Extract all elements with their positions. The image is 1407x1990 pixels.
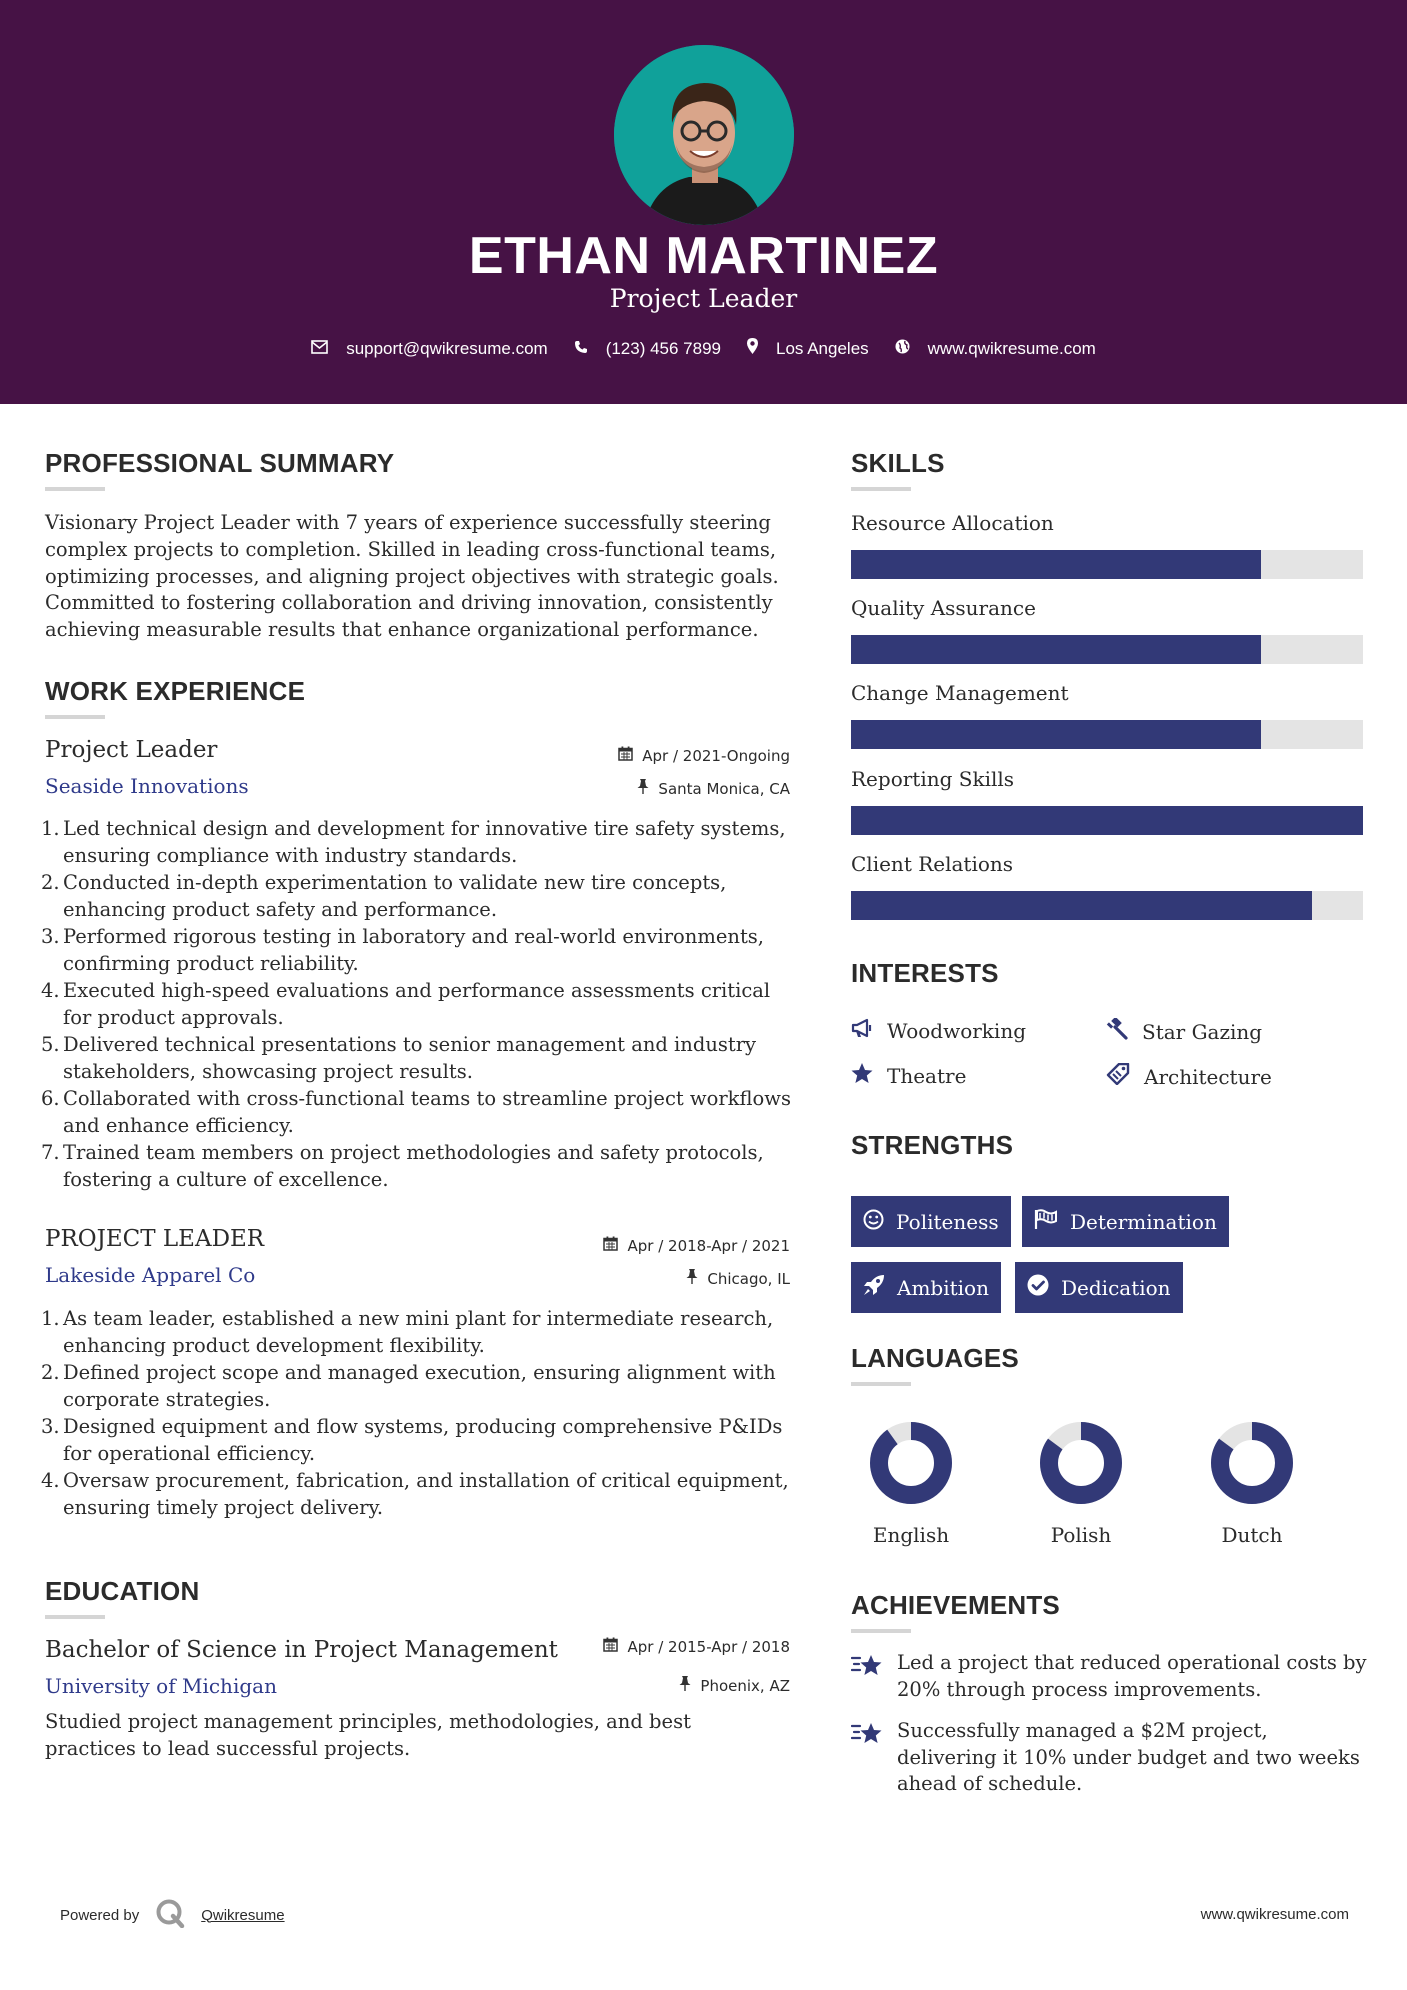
strength-badge: Determination [1022,1196,1229,1247]
candidate-name: ETHAN MARTINEZ [468,227,939,285]
globe-icon [895,339,928,359]
skill-name: Reporting Skills [851,767,1015,791]
phone-text: (123) 456 7899 [605,338,722,358]
website-text: www.qwikresume.com [927,338,1096,358]
skills-heading: SKILLS [851,448,945,478]
skill-name: Resource Allocation [851,511,1054,535]
interest-item: Star Gazing [1106,1018,1262,1045]
school-name: University of Michigan [45,1674,277,1698]
section-divider [851,1382,911,1386]
gavel-icon [1106,1018,1142,1045]
contact-phone[interactable] [574,339,721,359]
ring-fill [879,1431,943,1495]
summary-heading: PROFESSIONAL SUMMARY [45,448,395,478]
calendar-icon [618,746,642,765]
section-divider [851,1629,911,1633]
star-icon [851,1063,887,1089]
contact-location [747,338,869,359]
interest-item: Architecture [1106,1063,1272,1090]
strengths-heading: STRENGTHS [851,1130,1014,1160]
envelope-icon [311,339,346,359]
location-text: Los Angeles [776,338,869,358]
summary-text: Visionary Project Leader with 7 years of experience successfully steering complex projects to completion. Skilled in leading cross-functional teams, optimizing processes, and aligning project objectives with strategic goals. Committed to fostering collaboration and driving innovation, consistently achieving measurable results that enhance organizational performance. [45,511,779,642]
skill-bar [851,806,1363,835]
skill-name: Quality Assurance [851,596,1036,620]
degree-title: Bachelor of Science in Project Management [45,1637,558,1663]
language-name: Polish [1050,1523,1112,1547]
skill-name: Change Management [851,681,1069,705]
smile-icon [863,1209,896,1235]
list-item: 1. Led technical design and development for innovative tire safety systems, ensuring compliance with industry standards. [41,817,786,867]
section-divider [45,1615,105,1619]
phone-icon [574,339,606,359]
shooting-star-icon [851,1650,897,1703]
megaphone-icon [851,1018,887,1043]
qwikresume-link[interactable]: Qwikresume [201,1906,285,1924]
education-dates: Apr / 2015-Apr / 2018 [603,1637,790,1656]
job-title: Project Leader [45,737,218,763]
interest-item: Theatre [851,1063,966,1089]
language-level-ring [1036,1418,1126,1508]
strength-badge: Politeness [851,1196,1011,1247]
skill-bar-fill [851,635,1261,664]
language-name: Dutch [1221,1523,1283,1547]
skill-bar-fill [851,720,1261,749]
calendar-icon [603,1236,627,1255]
job-dates: Apr / 2018-Apr / 2021 [603,1236,790,1255]
education-heading: EDUCATION [45,1576,200,1606]
contact-website[interactable] [895,339,1096,359]
powered-by-label: Powered by [60,1906,140,1924]
job-duties-list [41,1305,793,1521]
rocket-icon [863,1274,897,1301]
footer-powered-by [60,1898,285,1932]
resume-header [0,0,1407,404]
education-location: Phoenix, AZ [679,1676,790,1695]
skill-bar [851,720,1363,749]
skill-bar [851,891,1363,920]
section-divider [45,487,105,491]
pushpin-icon [686,1269,707,1288]
company-name: Seaside Innovations [45,774,249,798]
language-level-ring [1207,1418,1297,1508]
contact-bar [0,338,1407,359]
language-name: English [872,1523,950,1547]
list-item: 1. As team leader, established a new mini plant for intermediate research, enhancing product development flexibility. [41,1307,774,1357]
qwikresume-logo-icon [155,1898,185,1932]
footer-website[interactable]: www.qwikresume.com [1200,1906,1349,1923]
tag-icon [1106,1063,1144,1090]
interest-item: Woodworking [851,1018,1026,1043]
company-name: Lakeside Apparel Co [45,1263,256,1287]
job-dates: Apr / 2021-Ongoing [618,746,790,765]
list-item: 5. Delivered technical presentations to senior management and industry stakeholders, showcasing project results. [41,1033,757,1083]
job-duties-list [41,815,793,1193]
email-text: support@qwikresume.com [346,338,548,358]
check-circle-icon [1027,1274,1061,1301]
list-item: 4. Executed high-speed evaluations and performance assessments critical for product approvals. [41,979,771,1029]
list-item: 7. Trained team members on project methodologies and safety protocols, fostering a culture of excellence. [41,1141,764,1191]
job-location: Chicago, IL [686,1269,790,1288]
achievement-item: Led a project that reduced operational costs by 20% through process improvements. [851,1650,1371,1703]
candidate-title: Project Leader [609,284,798,313]
list-item: 2. Conducted in-depth experimentation to validate new tire concepts, enhancing product safety and performance. [41,871,727,921]
skill-bar-fill [851,891,1312,920]
list-item: 3. Designed equipment and flow systems, producing comprehensive P&IDs for operational efficiency. [41,1415,783,1465]
section-divider [45,715,105,719]
list-item: 3. Performed rigorous testing in laboratory and real-world environments, confirming product reliability. [41,925,764,975]
experience-heading: WORK EXPERIENCE [45,676,306,706]
list-item: 2. Defined project scope and managed execution, ensuring alignment with corporate strategies. [41,1361,776,1411]
profile-photo [614,45,794,225]
languages-heading: LANGUAGES [851,1343,1019,1373]
pushpin-icon [679,1676,700,1695]
flag-icon [1034,1209,1070,1234]
contact-email[interactable] [311,339,548,359]
shooting-star-icon [851,1718,897,1798]
strength-badge: Dedication [1015,1262,1183,1313]
language-level-ring [866,1418,956,1508]
skill-bar [851,635,1363,664]
education-description: Studied project management principles, methodologies, and best practices to lead successful projects. [45,1710,691,1760]
section-divider [851,487,911,491]
skill-bar-fill [851,806,1363,835]
skill-bar [851,550,1363,579]
list-item: 4. Oversaw procurement, fabrication, and installation of critical equipment, ensuring timely project delivery. [41,1469,789,1519]
map-pin-icon [747,338,776,359]
strength-badge: Ambition [851,1262,1001,1313]
job-location: Santa Monica, CA [637,779,790,798]
achievement-item: Successfully managed a $2M project, delivering it 10% under budget and two weeks ahead of schedule. [851,1718,1371,1798]
skill-name: Client Relations [851,852,1014,876]
calendar-icon [603,1637,627,1656]
skill-bar-fill [851,550,1261,579]
list-item: 6. Collaborated with cross-functional teams to streamline project workflows and enhance efficiency. [41,1087,791,1137]
pushpin-icon [637,779,658,798]
achievements-heading: ACHIEVEMENTS [851,1590,1060,1620]
interests-heading: INTERESTS [851,958,999,988]
job-title: PROJECT LEADER [45,1226,265,1252]
